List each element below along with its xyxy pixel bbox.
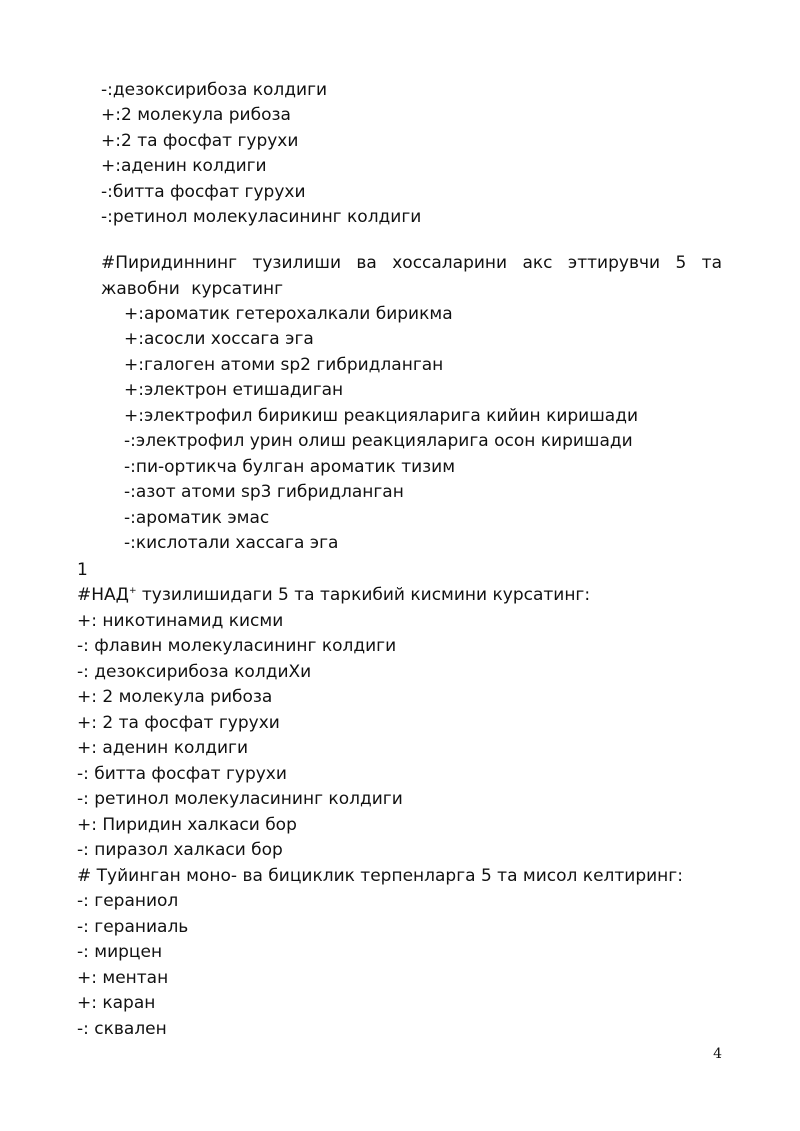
answer-option: +:2 молекула рибоза [101,105,291,125]
answer-option: -:дезоксирибоза колдиги [101,80,328,100]
answer-option: -: гераниаль [77,917,189,937]
answer-option: +: аденин колдиги [77,738,249,758]
question-number: 1 [77,560,88,580]
answer-option: -: мирцен [77,942,163,962]
page-number: 4 [713,1046,722,1062]
answer-option: -: ретинол молекуласининг колдиги [77,789,403,809]
answer-option: +:2 та фосфат гурухи [101,131,299,151]
answer-option: +: никотинамид кисми [77,611,284,631]
answer-option: -:пи-ортикча булган ароматик тизим [124,457,456,477]
question-text: #Пиридиннинг тузилиши ва хоссаларини акс эттирувчи 5 та жавобни курсатинг [101,253,722,299]
answer-option: -:ароматик эмас [124,508,270,528]
question-text: # Туйинган моно- ва бициклик терпенларга 5 та мисол келтиринг: [77,866,683,886]
answer-option: +:электрофил бирикиш реакцияларига кийин киришади [124,406,639,426]
question-text [77,584,590,606]
answer-option: +:галоген атоми sp2 гибридланган [124,355,444,375]
answer-option: +:аденин колдиги [101,156,267,176]
answer-option: -:электрофил урин олиш реакцияларига осон киришади [124,431,633,451]
answer-option: +:асосли хоссага эга [124,329,314,349]
answer-option: -:азот атоми sp3 гибридланган [124,482,404,502]
answer-option: +: Пиридин халкаси бор [77,815,297,835]
answer-option: +: 2 молекула рибоза [77,687,273,707]
answer-option: +: ментан [77,968,169,988]
answer-option: -: сквален [77,1019,167,1039]
answer-option: +: каран [77,993,156,1013]
answer-option: -: дезоксирибоза колдиХи [77,662,312,682]
answer-option: -:ретинол молекуласининг колдиги [101,207,422,227]
answer-option: +: 2 та фосфат гурухи [77,713,280,733]
question-prefix: #НАД [77,585,129,605]
answer-option: +:ароматик гетерохалкали бирикма [124,304,453,324]
answer-option: -:битта фосфат гурухи [101,182,306,202]
answer-option: +:электрон етишадиган [124,380,344,400]
answer-option: -:кислотали хассага эга [124,533,339,553]
answer-option: -: флавин молекуласининг колдиги [77,636,397,656]
question-rest: тузилишидаги 5 та таркибий кисмини курсатинг: [136,585,591,605]
answer-option: -: гераниол [77,891,179,911]
answer-option: -: битта фосфат гурухи [77,764,287,784]
answer-option: -: пиразол халкаси бор [77,840,283,860]
superscript-plus: + [128,586,137,596]
